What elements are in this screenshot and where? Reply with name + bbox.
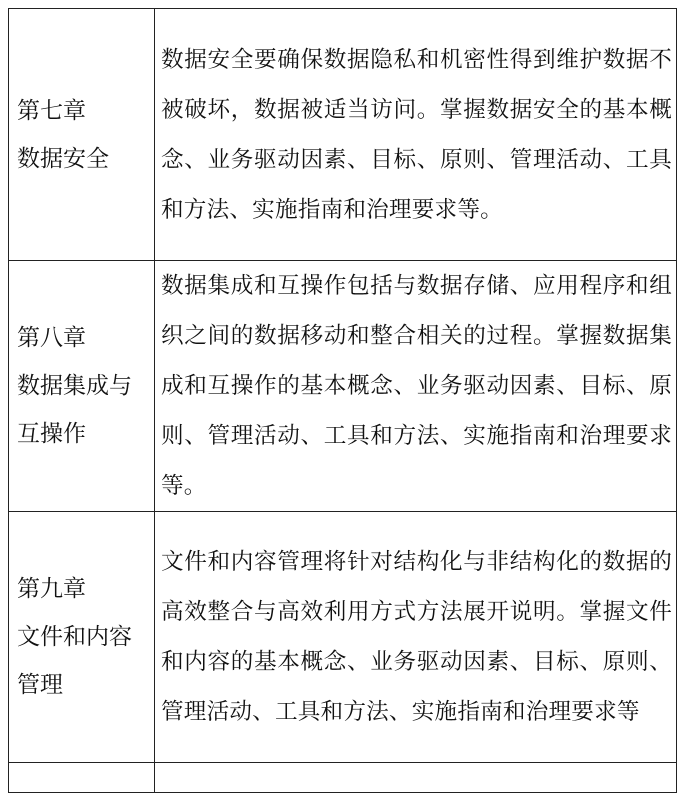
chapter-cell [9,512,155,763]
chapter-title-line: 互操作 [17,421,86,447]
chapter-description: 数据集成和互操作包括与数据存储、应用程序和组织之间的数据移动和整合相关的过程。掌握数据集成和互操作的基本概念、业务驱动因素、目标、原则、管理活动、工具和方法、实施指南和治理要求等。 [155,261,677,512]
chapter-title-line: 文件和内容 [17,624,132,650]
chapter-number: 第七章 [17,97,86,124]
chapter-cell [9,9,155,261]
chapter-cell [9,261,155,512]
chapter-title-line: 数据集成与 [17,373,132,399]
chapter-description: 文件和内容管理将针对结构化与非结构化的数据的高效整合与高效利用方式方法展开说明。掌握文件和内容的基本概念、业务驱动因素、目标、原则、管理活动、工具和方法、实施指南和治理要求等 [155,512,677,763]
chapter-number: 第九章 [17,576,86,602]
chapter-description: 数据安全要确保数据隐私和机密性得到维护数据不被破坏，数据被适当访问。掌握数据安全的基本概念、业务驱动因素、目标、原则、管理活动、工具和方法、实施指南和治理要求等。 [155,9,677,261]
table-row-chapter-7 [9,9,677,261]
chapter-table [8,8,677,793]
empty-cell [155,763,677,793]
table-row-partial [9,763,677,793]
empty-cell [9,763,155,793]
table-row-chapter-8 [9,261,677,512]
table-row-chapter-9 [9,512,677,763]
chapter-title-line: 数据安全 [17,145,109,172]
chapter-number: 第八章 [17,325,86,351]
chapter-title-line: 管理 [17,672,63,698]
